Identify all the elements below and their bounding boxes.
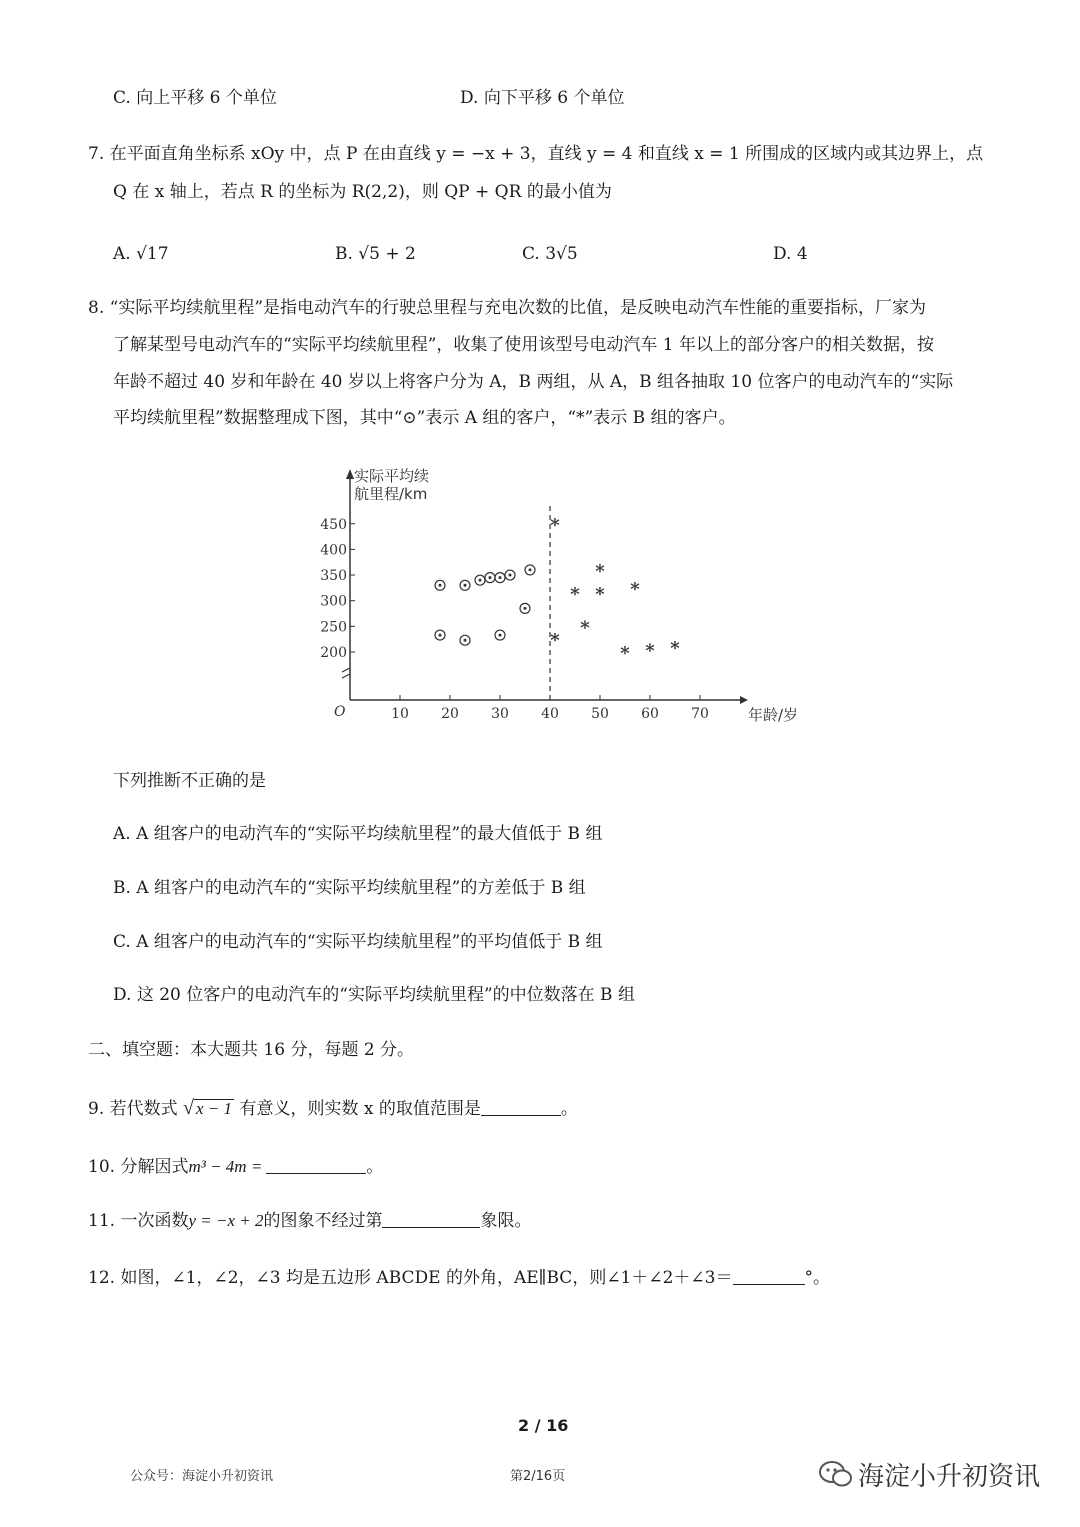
section2-heading: 二、填空题：本大题共 16 分，每题 2 分。 bbox=[88, 1040, 415, 1060]
q9-radicand: x − 1 bbox=[196, 1099, 233, 1118]
x-tick-label: 60 bbox=[641, 706, 659, 722]
point-b: * bbox=[550, 514, 560, 536]
point-a-dot bbox=[439, 584, 442, 587]
point-group-a bbox=[520, 603, 530, 613]
q12-text: 12. 如图，∠1，∠2，∠3 均是五边形 ABCDE 的外角，AE∥BC，则∠1＋∠2＋∠3＝ bbox=[88, 1268, 733, 1288]
point-a-dot bbox=[529, 568, 532, 571]
point-group-a bbox=[460, 635, 470, 645]
x-tick-label: 40 bbox=[541, 706, 559, 722]
footer-brand: 海淀小升初资讯 bbox=[858, 1462, 1041, 1492]
q7-option-c: C. 3√5 bbox=[522, 244, 578, 264]
point-group-a bbox=[495, 573, 505, 583]
point-b: * bbox=[550, 630, 560, 652]
q12 bbox=[88, 1266, 830, 1290]
x-tick-label: 70 bbox=[691, 706, 709, 722]
q7-line2: Q 在 x 轴上，若点 R 的坐标为 R(2,2)，则 QP + QR 的最小值为 bbox=[113, 182, 612, 202]
y-tick-label: 250 bbox=[320, 619, 347, 636]
point-a-dot bbox=[489, 576, 492, 579]
page-number: 2 / 16 bbox=[518, 1416, 569, 1435]
point-a-dot bbox=[464, 639, 467, 642]
q10 bbox=[88, 1155, 383, 1179]
point-a-dot bbox=[499, 634, 502, 637]
y-axis-label-line1: 实际平均续 bbox=[354, 467, 430, 485]
point-b: * bbox=[595, 584, 605, 606]
point-b: * bbox=[580, 617, 590, 639]
q10-pre: 10. 分解因式 bbox=[88, 1157, 189, 1177]
y-tick-label: 400 bbox=[320, 542, 347, 559]
x-tick-label: 50 bbox=[591, 706, 609, 722]
q12-blank[interactable] bbox=[733, 1266, 805, 1285]
point-a-dot bbox=[479, 579, 482, 582]
point-group-a bbox=[460, 580, 470, 590]
q9-pre: 9. 若代数式 bbox=[88, 1099, 178, 1119]
x-axis-arrow bbox=[740, 696, 748, 704]
y-tick-label: 200 bbox=[320, 645, 347, 661]
point-group-a bbox=[505, 570, 515, 580]
point-a-dot bbox=[509, 574, 512, 577]
q11-blank[interactable] bbox=[382, 1209, 480, 1228]
point-a-dot bbox=[499, 576, 502, 579]
q8-line1: 8. “实际平均续航里程”是指电动汽车的行驶总里程与充电次数的比值，是反映电动汽车性能的重要指标，厂家为 bbox=[88, 298, 927, 318]
axis-break bbox=[342, 668, 350, 678]
x-tick-label: 30 bbox=[491, 706, 509, 722]
q8-option-b: B. A 组客户的电动汽车的“实际平均续航里程”的方差低于 B 组 bbox=[113, 878, 586, 898]
q7-option-b: B. √5 + 2 bbox=[335, 244, 416, 264]
q11 bbox=[88, 1209, 531, 1233]
point-b: * bbox=[620, 643, 630, 664]
q8-option-d: D. 这 20 位客户的电动汽车的“实际平均续航里程”的中位数落在 B 组 bbox=[113, 985, 635, 1005]
point-group-a bbox=[475, 575, 485, 585]
q11-post: 的图象不经过第 bbox=[263, 1211, 383, 1231]
q10-blank[interactable] bbox=[266, 1155, 366, 1174]
q12-end: °。 bbox=[804, 1268, 830, 1288]
q9-post: 有意义，则实数 x 的取值范围是 bbox=[239, 1099, 481, 1119]
scatter-chart bbox=[320, 455, 799, 745]
q7-option-a: A. √17 bbox=[113, 244, 169, 264]
y-axis-label-line2: 航里程/km bbox=[354, 485, 428, 503]
point-group-a bbox=[435, 580, 445, 590]
point-group-a bbox=[485, 573, 495, 583]
point-a-dot bbox=[464, 584, 467, 587]
y-tick-label: 450 bbox=[320, 516, 347, 533]
q11-pre: 11. 一次函数 bbox=[88, 1211, 189, 1231]
footer-page: 第2/16页 bbox=[510, 1469, 566, 1484]
wechat-icon bbox=[818, 1458, 854, 1490]
point-b: * bbox=[570, 584, 580, 606]
q10-expr: m³ − 4m = bbox=[188, 1157, 263, 1176]
x-axis-label: 年龄/岁 bbox=[748, 706, 799, 724]
q7-option-d: D. 4 bbox=[773, 244, 808, 264]
q9-end: 。 bbox=[560, 1099, 578, 1119]
q8-line2: 了解某型号电动汽车的“实际平均续航里程”，收集了使用该型号电动汽车 1 年以上的部分客户的相关数据，按 bbox=[113, 335, 935, 355]
x-tick-label: 20 bbox=[441, 706, 459, 722]
point-b: * bbox=[670, 637, 680, 659]
q8-line4: 平均续航里程”数据整理成下图，其中“⊙”表示 A 组的客户，“*”表示 B 组的客户。 bbox=[113, 408, 736, 428]
point-group-a bbox=[525, 565, 535, 575]
q11-expr: y = −x + 2 bbox=[188, 1211, 264, 1230]
q6-option-d: D. 向下平移 6 个单位 bbox=[460, 88, 625, 108]
point-a-dot bbox=[439, 634, 442, 637]
point-group-a bbox=[495, 630, 505, 640]
q6-option-c: C. 向上平移 6 个单位 bbox=[113, 88, 277, 108]
y-axis-arrow bbox=[346, 469, 354, 479]
q8-line3: 年龄不超过 40 岁和年龄在 40 岁以上将客户分为 A，B 两组，从 A，B 组各抽取 10 位客户的电动汽车的“实际 bbox=[113, 372, 954, 392]
y-tick-label: 300 bbox=[320, 593, 347, 610]
q9-blank[interactable] bbox=[481, 1097, 561, 1116]
q8-option-a: A. A 组客户的电动汽车的“实际平均续航里程”的最大值低于 B 组 bbox=[113, 824, 603, 844]
point-group-a bbox=[435, 630, 445, 640]
footer-account: 公众号：海淀小升初资讯 bbox=[130, 1469, 274, 1484]
origin-label: O bbox=[334, 704, 346, 720]
point-a-dot bbox=[524, 607, 527, 610]
point-b: * bbox=[630, 578, 640, 600]
y-tick-label: 350 bbox=[320, 568, 347, 585]
q8-option-c: C. A 组客户的电动汽车的“实际平均续航里程”的平均值低于 B 组 bbox=[113, 932, 603, 952]
q8-prompt: 下列推断不正确的是 bbox=[113, 771, 266, 791]
q10-end: 。 bbox=[366, 1157, 384, 1177]
point-b: * bbox=[645, 640, 655, 662]
x-tick-label: 10 bbox=[391, 706, 409, 722]
q7-line1: 7. 在平面直角坐标系 xOy 中，点 P 在由直线 y = −x + 3，直线 y = 4 和直线 x = 1 所围成的区域内或其边界上，点 bbox=[88, 144, 984, 164]
q9: 9. 若代数式 √ x − 1 有意义，则实数 x 的取值范围是 。 bbox=[88, 1097, 578, 1119]
point-b: * bbox=[595, 560, 605, 582]
q11-end: 象限。 bbox=[480, 1211, 532, 1231]
